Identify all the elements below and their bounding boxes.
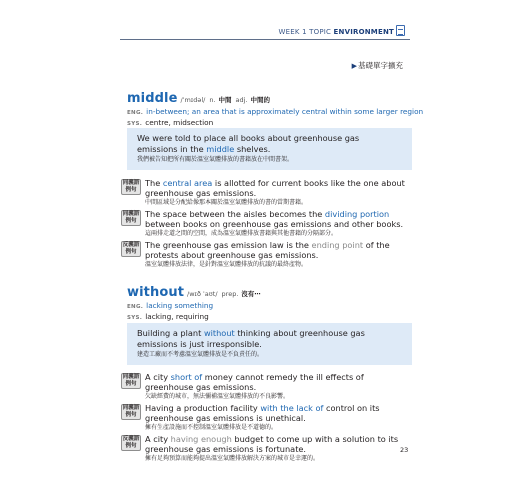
english-definition: ENG. lacking something	[127, 301, 214, 310]
document-icon	[396, 25, 405, 36]
callout-chinese: 我們被告知把所有關於溫室氣體排放的書籍放在中間書架。	[137, 156, 294, 163]
synonym-example-badge: 同義語 例句	[122, 405, 140, 418]
synonym-example-badge: 同義語 例句	[122, 374, 140, 387]
example-callout	[127, 128, 412, 170]
header-rule	[120, 39, 410, 40]
example-sentence: 同義語 例句 Having a production facility with the lack of control on its greenhouse gas emissions is unethical. 擁有生產設施而不控制溫室氣體排放是不道德的。	[122, 403, 380, 431]
top-bar	[76, 0, 456, 12]
phonetic: /ˈmɪdəl/	[180, 96, 206, 104]
entry-middle	[127, 91, 424, 129]
entry-without	[127, 285, 412, 323]
callout-english: We were told to place all books about greenhouse gas emissions in the middle shelves.	[137, 133, 360, 154]
callout-english: Building a plant without thinking about greenhouse gas emissions is just irresponsible.	[137, 328, 365, 349]
triangle-icon: ▶	[351, 62, 357, 70]
antonym-example-badge: 反義語 例句	[122, 436, 140, 449]
example-callout	[127, 323, 412, 365]
chinese-meaning: 中間	[218, 96, 232, 104]
synonym-example-badge: 同義語 例句	[122, 211, 140, 224]
headword: middle	[127, 91, 178, 106]
headword-row	[127, 91, 412, 106]
part-of-speech: n.	[209, 96, 216, 104]
synonym-example-badge: 同義語 例句	[122, 180, 140, 193]
callout-chinese: 建造工廠而不考慮溫室氣體排放是不負責任的。	[137, 351, 264, 358]
synonyms-row: SYS. centre, midsection	[127, 118, 214, 127]
headword-row	[127, 285, 412, 300]
english-definition: ENG. in-between; an area that is approximately central within some larger region	[127, 107, 424, 116]
part-of-speech: prep.	[221, 290, 239, 298]
part-of-speech: adj.	[235, 96, 248, 104]
chinese-meaning: 中間的	[250, 96, 271, 104]
page-number: 23	[400, 446, 409, 454]
example-sentence: 同義語 例句 The central area is allotted for current books like the one about greenhouse gas emissions. 中間區域是分配給像那本關於溫室氣體排放的書的當期書籍。	[122, 178, 405, 206]
chinese-meaning: 沒有⋯	[241, 290, 261, 298]
example-sentence: 反義語 例句 A city having enough budget to come up with a solution to its greenhouse gas emissions is fortunate. 擁有足夠預算而能夠提出溫室氣體排放解決方案的城市是幸運的。	[122, 434, 399, 462]
example-sentence: 反義語 例句 The greenhouse gas emission law is the ending point of the protests about greenhouse gas emissions. 溫室氣體排放法律，是針對溫室氣體排放的抗議的最終產物。	[122, 240, 390, 268]
phonetic: /wɪð ˈaʊt/	[187, 290, 218, 298]
section-tag: ▶基礎單字擴充	[351, 61, 403, 70]
example-sentence: 同義語 例句 A city short of money cannot remedy the ill effects of greenhouse gas emissions. 欠缺經費的城市，無法彌補溫室氣體排放的不良影響。	[122, 372, 364, 400]
running-header: WEEK 1 TOPIC ENVIRONMENT	[278, 28, 394, 36]
synonyms-row: SYS. lacking, requiring	[127, 312, 209, 321]
example-sentence: 同義語 例句 The space between the aisles becomes the dividing portion between books on greenhouse gas emissions and other books. 這兩排走道之間的空間，成為溫室氣體排放書籍與其他書籍的分隔部分。	[122, 209, 404, 237]
antonym-example-badge: 反義語 例句	[122, 242, 140, 255]
headword: without	[127, 285, 185, 300]
